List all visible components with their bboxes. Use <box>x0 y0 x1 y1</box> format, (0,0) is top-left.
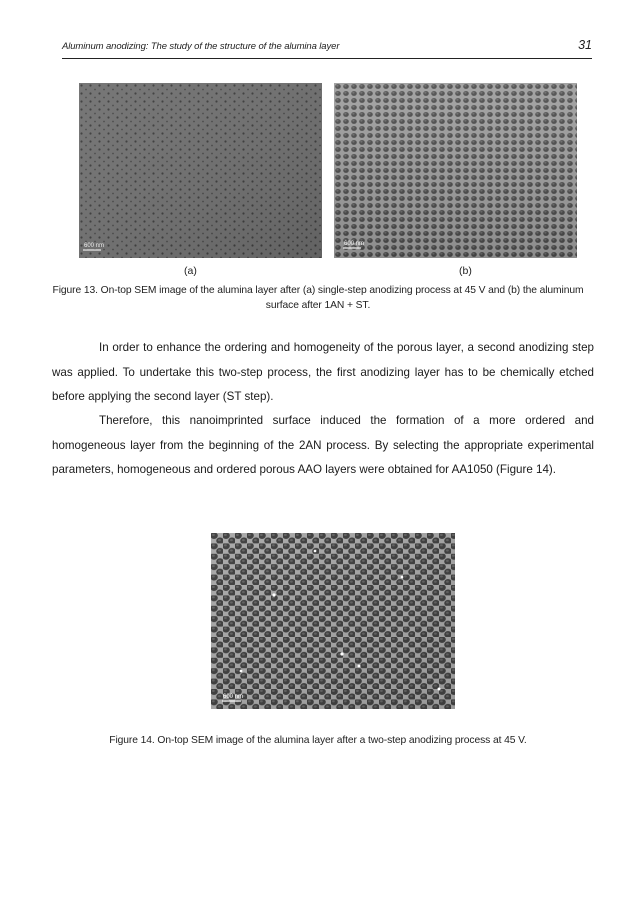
body-paragraph-1 <box>52 336 594 410</box>
running-title: Aluminum anodizing: The study of the structure of the alumina layer <box>62 41 340 52</box>
body-paragraph-2 <box>52 409 594 483</box>
figure-13-caption: Figure 13. On-top SEM image of the alumina layer after (a) single-step anodizing process at 45 V and (b) the aluminum surface after 1AN + ST. <box>52 285 584 311</box>
subfigure-label-a: (a) <box>184 265 197 277</box>
page-number: 31 <box>578 38 592 52</box>
subfigure-label-b: (b) <box>459 265 472 277</box>
paragraph-2-text: Therefore, this nanoimprinted surface induced the formation of a more ordered and homogeneous layer from the beginning of the 2AN process. By selecting the appropriate experimental parameters, homogeneous and ordered porous AAO layers were obtained for AA1050 (Figure 14). <box>52 414 594 476</box>
sem-image-two-step <box>211 533 455 709</box>
scale-bar-label-b: 600 nm <box>344 241 365 247</box>
sem-image-single-step <box>79 83 322 258</box>
sem-image-after-1an-st <box>334 83 577 258</box>
paragraph-1-text: In order to enhance the ordering and homogeneity of the porous layer, a second anodizing step was applied. To undertake this two-step process, the first anodizing layer has to be chemically etched before applying the second layer (ST step). <box>52 341 594 403</box>
scale-bar-label-a: 600 nm <box>84 243 105 249</box>
scale-bar-label-c: 600 nm <box>223 694 244 700</box>
running-header <box>62 38 592 59</box>
figure-14-caption: Figure 14. On-top SEM image of the alumina layer after a two-step anodizing process at 45 V. <box>109 735 527 746</box>
